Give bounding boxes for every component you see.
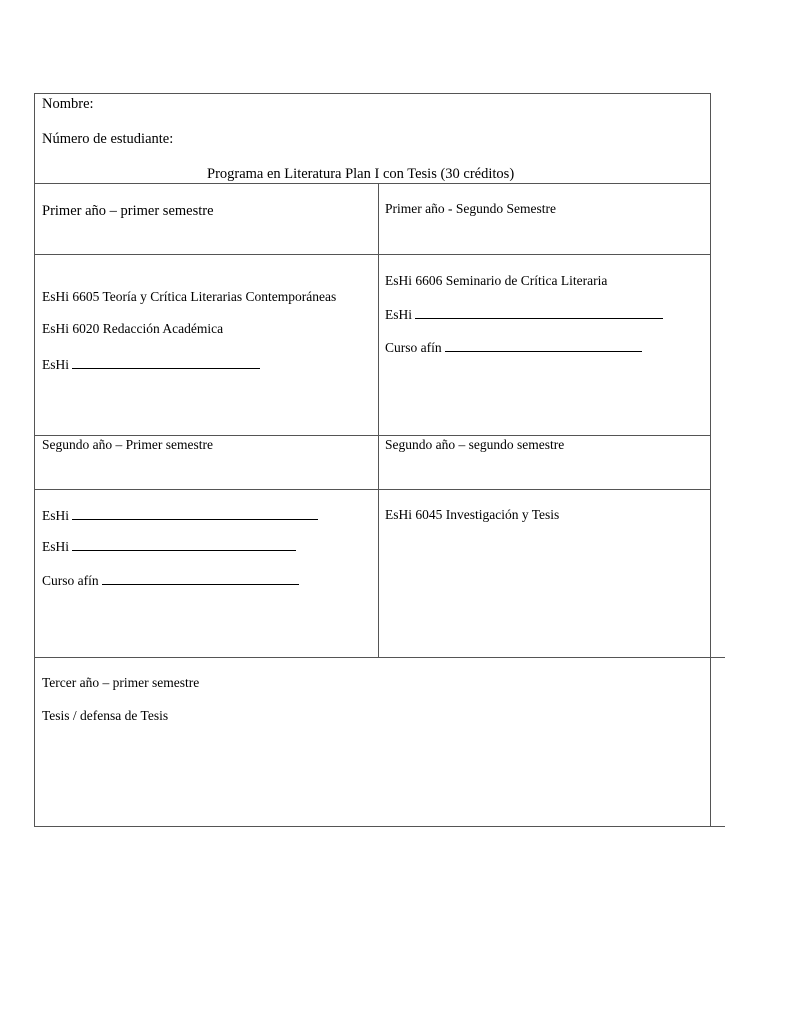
course-blank-line: EsHi	[42, 356, 260, 373]
course-line: Tesis / defensa de Tesis	[42, 708, 169, 723]
row-divider	[34, 435, 711, 436]
year2-sem2-heading: Segundo año – segundo semestre	[385, 437, 565, 452]
course-blank-line: EsHi	[42, 538, 296, 555]
row-divider	[34, 489, 711, 490]
course-line: EsHi 6020 Redacción Académica	[42, 321, 224, 336]
name-label: Nombre:	[42, 96, 94, 112]
program-title: Programa en Literatura Plan I con Tesis (30 créditos)	[207, 166, 515, 182]
row-divider	[710, 826, 725, 827]
course-line: EsHi 6605 Teoría y Crítica Literarias Contemporáneas	[42, 289, 337, 304]
year2-sem1-heading: Segundo año – Primer semestre	[42, 437, 213, 452]
course-blank-line: Curso afín	[42, 572, 299, 589]
student-number-label: Número de estudiante:	[42, 131, 174, 147]
write-in-blank[interactable]	[415, 306, 663, 319]
course-blank-line: EsHi	[385, 306, 663, 323]
write-in-blank[interactable]	[72, 356, 260, 369]
year3-sem1-heading: Tercer año – primer semestre	[42, 675, 200, 690]
write-in-blank[interactable]	[102, 572, 299, 585]
course-line: EsHi 6045 Investigación y Tesis	[385, 507, 560, 522]
course-blank-line: Curso afín	[385, 339, 642, 356]
row-divider	[34, 657, 725, 658]
write-in-blank[interactable]	[445, 339, 642, 352]
write-in-blank[interactable]	[72, 507, 318, 520]
year1-sem2-heading: Primer año - Segundo Semestre	[385, 201, 556, 216]
course-blank-line: EsHi	[42, 507, 318, 524]
row-divider	[34, 183, 711, 184]
row-divider	[34, 254, 711, 255]
year1-sem1-heading: Primer año – primer semestre	[42, 203, 214, 219]
column-divider	[378, 183, 379, 658]
write-in-blank[interactable]	[72, 538, 296, 551]
course-line: EsHi 6606 Seminario de Crítica Literaria	[385, 273, 608, 288]
